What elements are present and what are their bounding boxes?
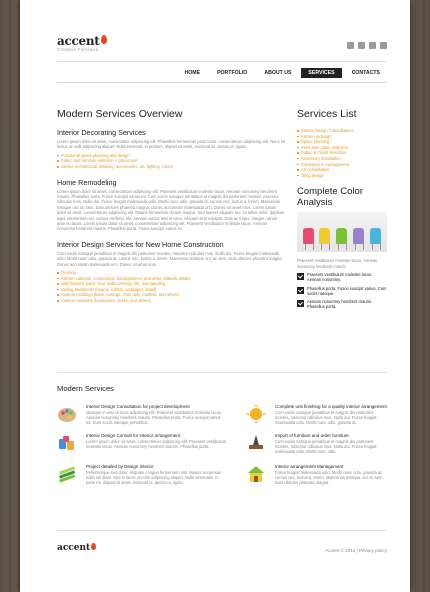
chair-shape [336, 228, 347, 244]
section-link[interactable]: Wall finishes: paint, faux, wallcoverings, tile, and paneling [57, 281, 285, 287]
service-title: Import of furniture and order furniture [275, 433, 349, 438]
flame-icon [101, 35, 107, 44]
check-text: Aenean nonummy hendrerit mauris. Phasellus porta. [307, 298, 373, 310]
rss-icon[interactable] [369, 42, 376, 49]
services-list [297, 128, 387, 178]
section-text: Cum sociis natoque penatibus et magnis dis parturient montes, nascetur ridiculus mus. Nulla dui. Fusce feugiat malesuada odio. Morbi nunc odio, gravida at, cursus nec, luctus a, lorem. Maecenas tristique orci ac sem. Duis ultricies pharetra magna. Donec accumsan malesuada orci. Donec sit amet eros. [57, 250, 283, 267]
footer-divider [57, 530, 387, 531]
service-block [57, 404, 227, 426]
sidebar [297, 108, 387, 309]
nav-divider [57, 82, 387, 83]
section-title: Interior Decorating Services [57, 128, 146, 137]
color-analysis-text: Praesent vestibulum molestie lacus. Aenean nonummy hendrerit mauris. [297, 258, 378, 269]
header-divider [57, 61, 387, 62]
service-link[interactable]: Space planning [297, 139, 387, 145]
nav-about-us[interactable]: ABOUT US [264, 70, 292, 76]
section-link[interactable]: Fabric and furniture selection + placement [57, 158, 285, 164]
modern-services-title: Modern Services [57, 384, 114, 393]
nav-portfolio[interactable]: PORTFOLIO [217, 70, 248, 76]
checkmark-icon [297, 300, 304, 307]
social-links [347, 42, 387, 49]
pen-tools-icon [246, 433, 266, 453]
home-icon[interactable] [380, 42, 387, 49]
check-item [297, 286, 387, 296]
section-link[interactable]: Interior architectural detailing: accessories, art, lighting, colors [57, 164, 285, 170]
footer-logo[interactable] [57, 543, 96, 553]
facebook-icon[interactable] [347, 42, 354, 49]
checkmark-icon [297, 287, 304, 294]
service-link[interactable]: Fabric & Finish Selection [297, 150, 387, 156]
service-block [57, 464, 227, 486]
footer-logo-text: accent [57, 543, 91, 553]
sun-icon [246, 404, 266, 424]
flame-icon [91, 543, 96, 550]
section-links [57, 270, 285, 304]
service-title: Interior Design Consultation for project development [86, 404, 190, 409]
section-divider [57, 372, 387, 373]
chair-shape [303, 228, 314, 244]
service-link[interactable]: Accessory Installation [297, 156, 387, 162]
page-title: Modern Services Overview [57, 108, 183, 120]
section-text: Lorem ipsum dolor sit amet, consectetur adipiscing elit. Phasellus fermentum justo tortor, consectetuer adipiscing elit. Nunc sit lectus ac velit adipiscing aliquet. Nulla euismod, in pretium, aliquet sit amet, euismod at, cursus ut, ligula. [57, 139, 285, 150]
check-text: Phasellus porta. Fusce suscipit varius. Cum sociis natoque. [307, 285, 387, 296]
service-title: Interior Design Consult for interior arrangement [86, 433, 181, 438]
chair-shape [370, 228, 381, 244]
check-item [297, 299, 387, 309]
section-link[interactable]: Custom cabinetry (bookcases, desks, and others) [57, 298, 285, 304]
chair-shape [353, 228, 364, 244]
section-link[interactable]: Kitchen cabinets, countertops, backsplashes, and other millwork details [57, 276, 285, 282]
service-title: Interior arrangement Management [275, 464, 344, 469]
check-text: Praesent vestibulum molestie lacus. Aenean nonummy. [307, 272, 373, 283]
main-content [57, 108, 285, 312]
service-block [246, 404, 387, 426]
color-analysis-title: Complete Color Analysis [297, 186, 363, 209]
site-tagline: Creative Furniture [57, 47, 99, 52]
service-block [246, 433, 387, 455]
section-title: Home Remodeling [57, 177, 117, 187]
service-text: Lorem ipsum dolor sit amet, consectetuer adipiscing elit. Praesent vestibulum molestie lacus. Aenean nonummy hendrerit mauris. Phasellus porta. [86, 438, 227, 449]
service-title: Project detailed by Design Interior [86, 464, 154, 469]
nav-home[interactable]: HOME [184, 70, 201, 76]
checkmark-icon [297, 273, 304, 280]
house-icon [246, 464, 266, 484]
chairs-image [297, 212, 387, 252]
service-text: Fusce feugiat malesuada odio. Morbi nunc odio, gravida at, cursus nec, luctus a, lorem. Maecenas tristique orci ac sem. Duis ultricies pharetra magna. [275, 469, 384, 486]
service-block [57, 433, 227, 449]
paint-palette-icon [57, 404, 77, 424]
service-link[interactable]: Kitchen redesign [297, 134, 387, 140]
section-links [57, 153, 285, 170]
flickr-icon[interactable] [358, 42, 365, 49]
service-text: Cum sociis natoque penatibus et magnis dis parturient montes, nascetur ridiculus mus. Nulla dui. Fusce feugiat malesuada odio. Morbi nunc odio. [275, 438, 377, 455]
nav-contacts[interactable]: CONTACTS [351, 70, 380, 76]
section-link[interactable]: Custom moldings (base, casings, chair rails, mantels, and others) [57, 292, 285, 298]
pencils-icon [57, 464, 77, 484]
section-text: Lorem ipsum dolor sit amet, consectetuer adipiscing elit. Praesent vestibulum molestie lacus. Aenean nonummy hendrerit mauris. Phasellus porta. Fusce suscipit varius mi. Cum sociis natoque penatibus et magnis dis parturient montes, nascetur ridiculus mus. Nulla dui. Fusce feugiat malesuada odio. Morbi nunc odio, gravida at, cursus nec, luctus a, lorem. Maecenas tristique orci ac sem. Duis ultricies pharetra magna. Donec accumsan malesuada orci. Donec sit amet eros. Lorem ipsum dolor sit amet, consectetuer adipiscing elit. Mauris fermentum dictum magna. Sed laoreet aliquam leo. Ut tellus dolor, dapibus eget, elementum vel, cursus eleifend, elit. Aenean auctor wisi et urna. Aliquam erat volutpat. Duis ac turpis. Integer rutrum ante eu lacus. Lorem ipsum dolor sit amet, consectetuer adipiscing elit. Praesent vestibulum molestie lacus. Aenean nonummy hendrerit mauris. Phasellus porta. Fusce suscipit varius mi. [57, 188, 285, 232]
page-frame [20, 0, 410, 592]
check-item [297, 272, 387, 282]
section-link[interactable]: Flooring [57, 270, 285, 276]
main-nav [178, 68, 388, 78]
site-logo[interactable] [57, 34, 107, 48]
service-link[interactable]: Interior Design Consultations [297, 128, 387, 134]
nav-services[interactable]: SERVICES [301, 68, 341, 78]
service-text: Quisque in wisi sit nunc adipiscing elit. Praesent vestibulum molestie lacus. Aenean nonummy hendrerit mauris. Phasellus porta. Fusce suscipit varius mi. Cum sociis natoque penatibus. [86, 409, 223, 426]
service-text: Pellentesque sed dolor. Aliquam congue fermentum nisl. Mauris accumsan nulla vel diam. Sed in lacus ut enim adipiscing aliquet. Nulla venenatis. In pede mi, aliquet sit amet, euismod in, auctor ut, ligula. [86, 469, 222, 486]
logo-text: accent [57, 34, 100, 48]
section-title: Interior Design Services for New Home Construction [57, 239, 224, 249]
section-link[interactable]: Functional space planning and design [57, 153, 285, 159]
service-text: Cum sociis natoque penatibus et magnis dis parturient montes, nascetur ridiculus mus. Nulla dui. Fusce feugiat malesuada odio. Morbi nunc odio, gravida at. [275, 409, 377, 426]
sidebar-title: Services List [297, 108, 357, 120]
service-title: Complete unit finishing for a quality interior arrangement [275, 404, 387, 409]
footer-copyright[interactable]: Accent © 2011 | Privacy policy [325, 548, 387, 553]
chair-shape [319, 228, 330, 244]
service-link[interactable]: Construction management [297, 162, 387, 168]
service-link[interactable]: Tiling design [297, 173, 387, 179]
service-link[interactable]: Art consultation [297, 167, 387, 173]
service-block [246, 464, 387, 486]
paint-cans-icon [57, 433, 77, 453]
section-link[interactable]: Ceiling treatments (beams, coffers, wallpaper, detail) [57, 287, 285, 293]
service-link[interactable]: Paint and colour selection [297, 145, 387, 151]
